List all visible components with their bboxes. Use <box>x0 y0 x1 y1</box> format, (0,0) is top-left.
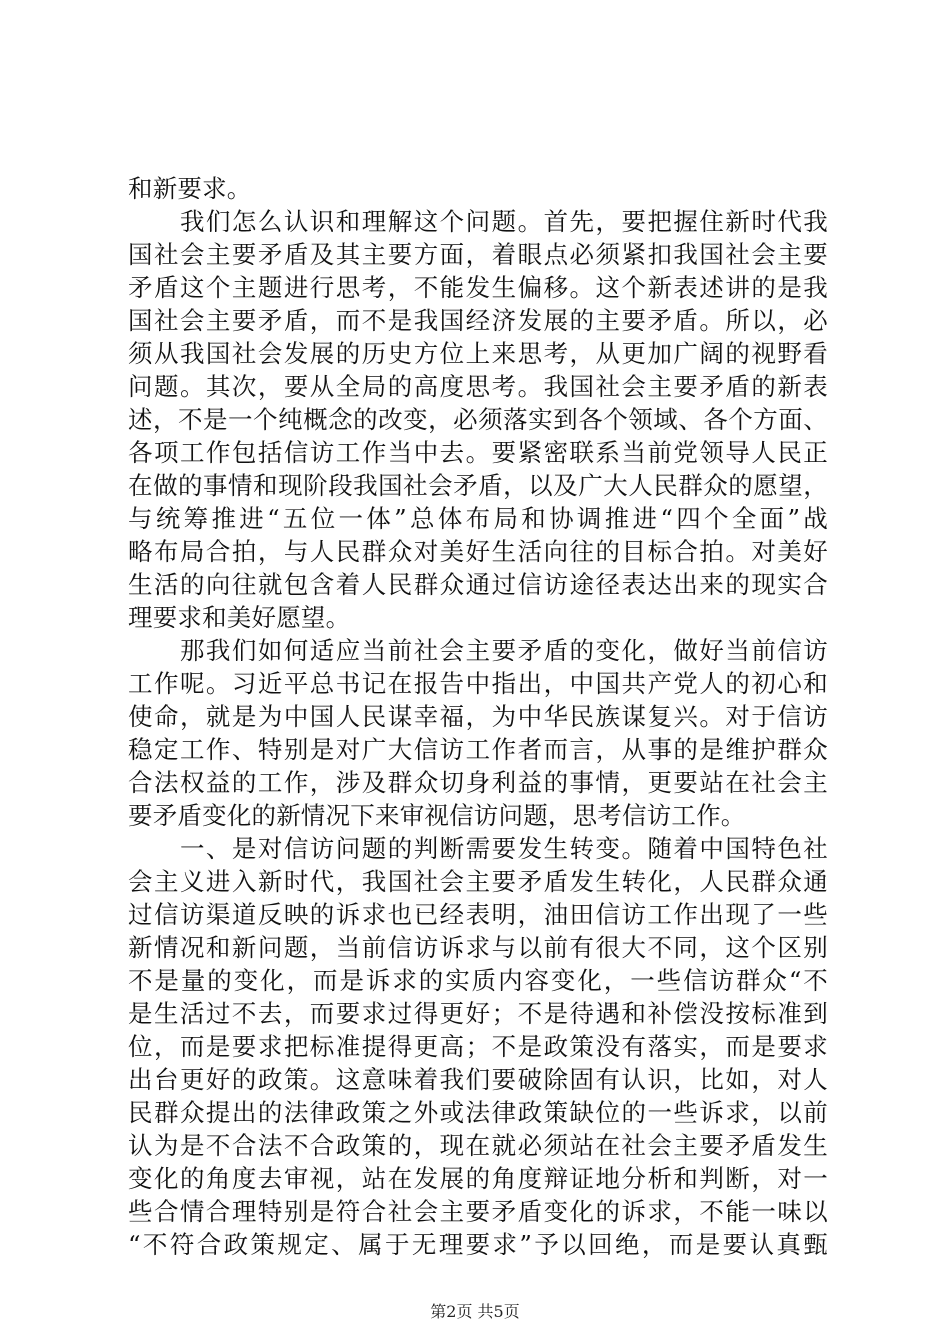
text-line: 是生活过不去，而要求过得更好；不是待遇和补偿没按标准到 <box>128 999 828 1028</box>
text-line: 和新要求。 <box>128 174 252 203</box>
text-line: 民群众提出的法律政策之外或法律政策缺位的一些诉求，以前 <box>128 1098 828 1127</box>
text-line: 国社会主要矛盾，而不是我国经济发展的主要矛盾。所以，必 <box>128 306 828 335</box>
body-text <box>128 172 828 1261</box>
text-line: 各项工作包括信访工作当中去。要紧密联系当前党领导人民正 <box>128 438 828 467</box>
text-line: 使命，就是为中国人民谋幸福，为中华民族谋复兴。对于信访 <box>128 702 828 731</box>
text-line: 一、是对信访问题的判断需要发生转变。随着中国特色社 <box>128 834 828 863</box>
text-line: “不符合政策规定、属于无理要求”予以回绝，而是要认真甄 <box>128 1230 828 1259</box>
text-line: 些合情合理特别是符合社会主要矛盾变化的诉求，不能一味以 <box>128 1197 828 1226</box>
text-line: 述，不是一个纯概念的改变，必须落实到各个领域、各个方面、 <box>128 405 828 434</box>
text-line: 矛盾这个主题进行思考，不能发生偏移。这个新表述讲的是我 <box>128 273 828 302</box>
text-line: 在做的事情和现阶段我国社会矛盾，以及广大人民群众的愿望， <box>128 471 828 500</box>
text-line: 会主义进入新时代，我国社会主要矛盾发生转化，人民群众通 <box>128 867 828 896</box>
text-line: 新情况和新问题，当前信访诉求与以前有很大不同，这个区别 <box>128 933 828 962</box>
text-line: 略布局合拍，与人民群众对美好生活向往的目标合拍。对美好 <box>128 537 828 566</box>
text-line: 我们怎么认识和理解这个问题。首先，要把握住新时代我 <box>128 207 828 236</box>
text-line: 稳定工作、特别是对广大信访工作者而言，从事的是维护群众 <box>128 735 828 764</box>
text-line: 与统筹推进“五位一体”总体布局和协调推进“四个全面”战 <box>128 504 828 533</box>
text-line: 问题。其次，要从全局的高度思考。我国社会主要矛盾的新表 <box>128 372 828 401</box>
page-footer: 第2页 共5页 <box>430 1302 520 1321</box>
text-line: 不是量的变化，而是诉求的实质内容变化，一些信访群众“不 <box>128 966 828 995</box>
text-line: 生活的向往就包含着人民群众通过信访途径表达出来的现实合 <box>128 570 828 599</box>
text-line: 须从我国社会发展的历史方位上来思考，从更加广阔的视野看 <box>128 339 828 368</box>
text-line: 要矛盾变化的新情况下来审视信访问题，思考信访工作。 <box>128 801 746 830</box>
text-line: 工作呢。习近平总书记在报告中指出，中国共产党人的初心和 <box>128 669 828 698</box>
text-line: 变化的角度去审视，站在发展的角度辩证地分析和判断，对一 <box>128 1164 828 1193</box>
text-line: 位，而是要求把标准提得更高；不是政策没有落实，而是要求 <box>128 1032 828 1061</box>
text-line: 出台更好的政策。这意味着我们要破除固有认识，比如，对人 <box>128 1065 828 1094</box>
text-line: 理要求和美好愿望。 <box>128 603 351 632</box>
text-line: 过信访渠道反映的诉求也已经表明，油田信访工作出现了一些 <box>128 900 828 929</box>
text-line: 认为是不合法不合政策的，现在就必须站在社会主要矛盾发生 <box>128 1131 828 1160</box>
text-line: 合法权益的工作，涉及群众切身利益的事情，更要站在社会主 <box>128 768 828 797</box>
text-line: 国社会主要矛盾及其主要方面，着眼点必须紧扣我国社会主要 <box>128 240 828 269</box>
text-line: 那我们如何适应当前社会主要矛盾的变化，做好当前信访 <box>128 636 828 665</box>
